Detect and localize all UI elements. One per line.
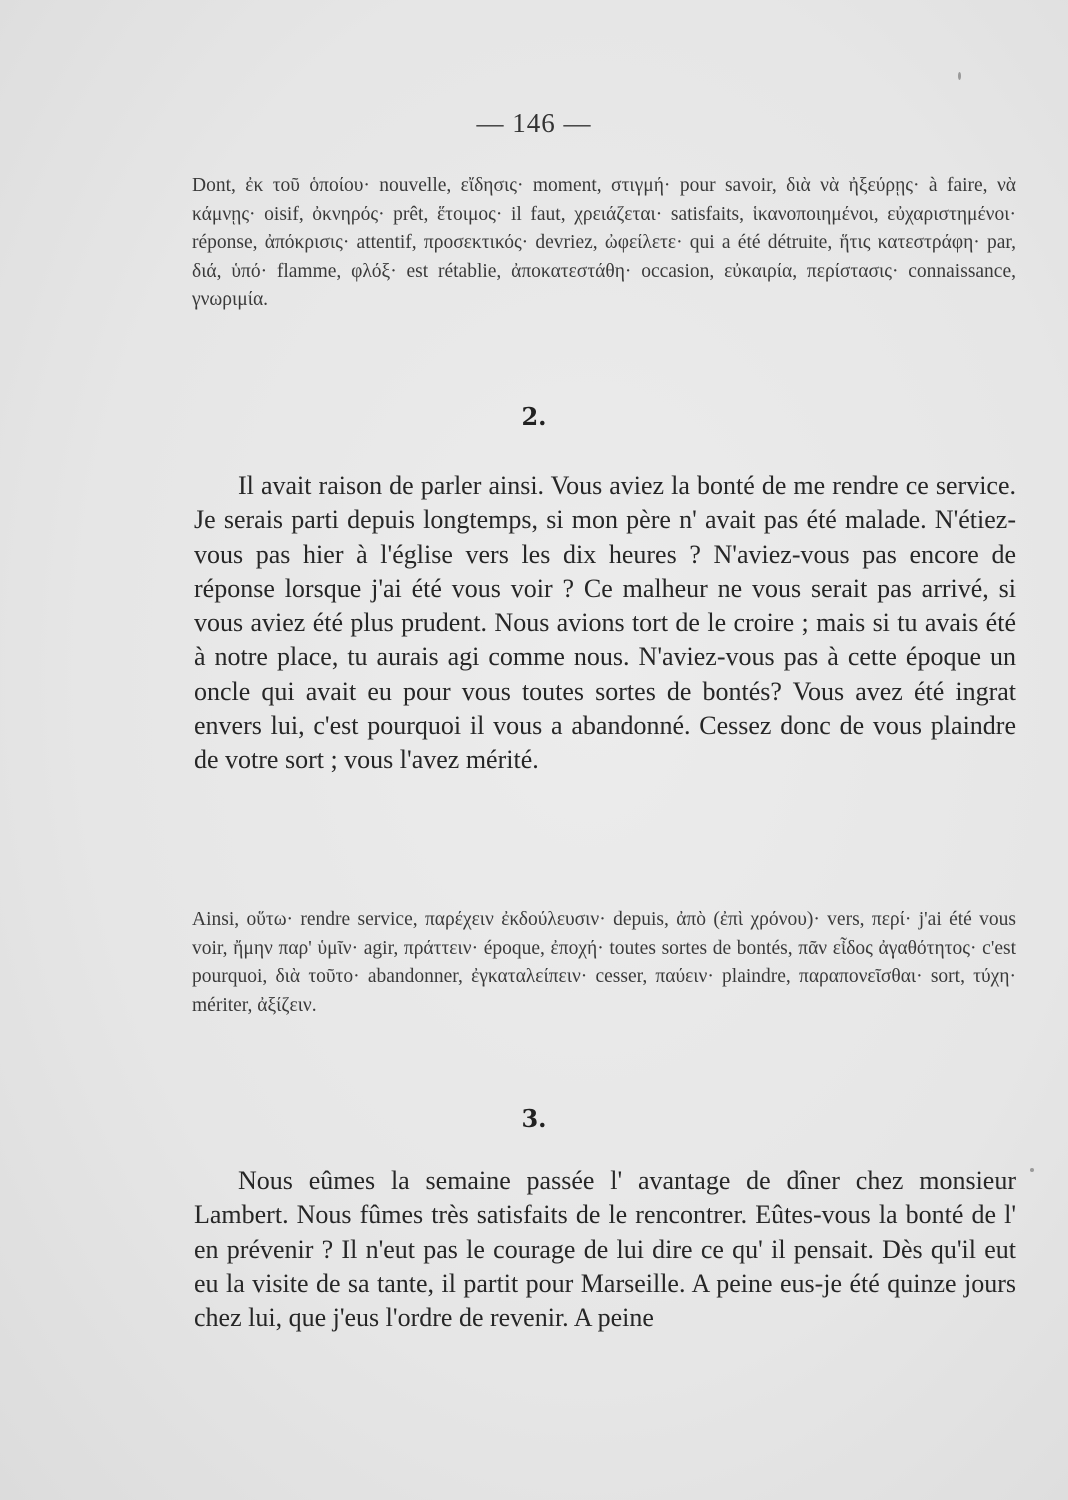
vocabulary-block-2: Ainsi, οὕτω· rendre service, παρέχειν ἐκδούλευσιν· depuis, ἀπὸ (ἐπὶ χρόνου)· vers, περί· j'ai été vous voir, ἤμην παρ' ὑμῖν· agir, πράττειν· époque, ἐποχή· toutes sortes de bontés, πᾶν εἶδος ἀγαθότητος· c'est pourquoi, διὰ τοῦτο· abandonner, ἐγκαταλείπειν· cesser, παύειν· plaindre, παραπονεῖσθαι· sort, τύχη· mériter, ἀξίζειν. [192, 909, 1016, 1016]
section-number-2: 2. [521, 402, 547, 431]
vocabulary-block-1: Dont, ἐκ τοῦ ὁποίου· nouvelle, εἴδησις· moment, στιγμή· pour savoir, διὰ νὰ ἠξεύρῃς· à faire, νὰ κάμνῃς· oisif, ὀκνηρός· prêt, ἕτοιμος· il faut, χρειάζεται· satisfaits, ἱκανοποιημένοι, εὐχαριστημένοι· réponse, ἀπόκρισις· attentif, προσεκτικός· devriez, ὠφείλετε· qui a été détruite, ἥτις κατεστράφη· par, διά, ὑπό· flamme, φλόξ· est rétablie, ἀποκατεστάθη· occasion, εὐκαιρία, περίστασις· connaissance, γνωριμία. [192, 175, 1016, 311]
scan-speck [1030, 1168, 1034, 1172]
scan-speck [958, 72, 961, 80]
exercise-paragraph-3: Nous eûmes la semaine passée l' avantage de dîner chez monsieur Lambert. Nous fûmes très satisfaits de le rencontrer. Eûtes-vous la bonté de l' en prévenir ? Il n'eut pas le courage de lui dire ce qu' il pensait. Dès qu'il eut eu la visite de sa tante, il partit pour Marseille. A peine eus-je été quinze jours chez lui, que j'eus l'ordre de revenir. A peine [194, 1166, 1016, 1333]
page-number: — 146 — [476, 108, 592, 138]
exercise-paragraph-2: Il avait raison de parler ainsi. Vous aviez la bonté de me rendre ce service. Je serais parti depuis longtemps, si mon père n' avait pas été malade. N'étiez-vous pas hier à l'église vers les dix heures ? N'aviez-vous pas encore de réponse lorsque j'ai été vous voir ? Ce malheur ne vous serait pas arrivé, si vous aviez été plus prudent. Nous avions tort de le croire ; mais si tu avais été à notre place, tu aurais agi comme nous. N'aviez-vous pas à cette époque un oncle qui avait eu pour vous toutes sortes de bontés? Vous avez été ingrat envers lui, c'est pourquoi il vous a abandonné. Cessez donc de vous plaindre de votre sort ; vous l'avez mérité. [194, 471, 1016, 775]
section-number-3: 3. [521, 1104, 547, 1133]
